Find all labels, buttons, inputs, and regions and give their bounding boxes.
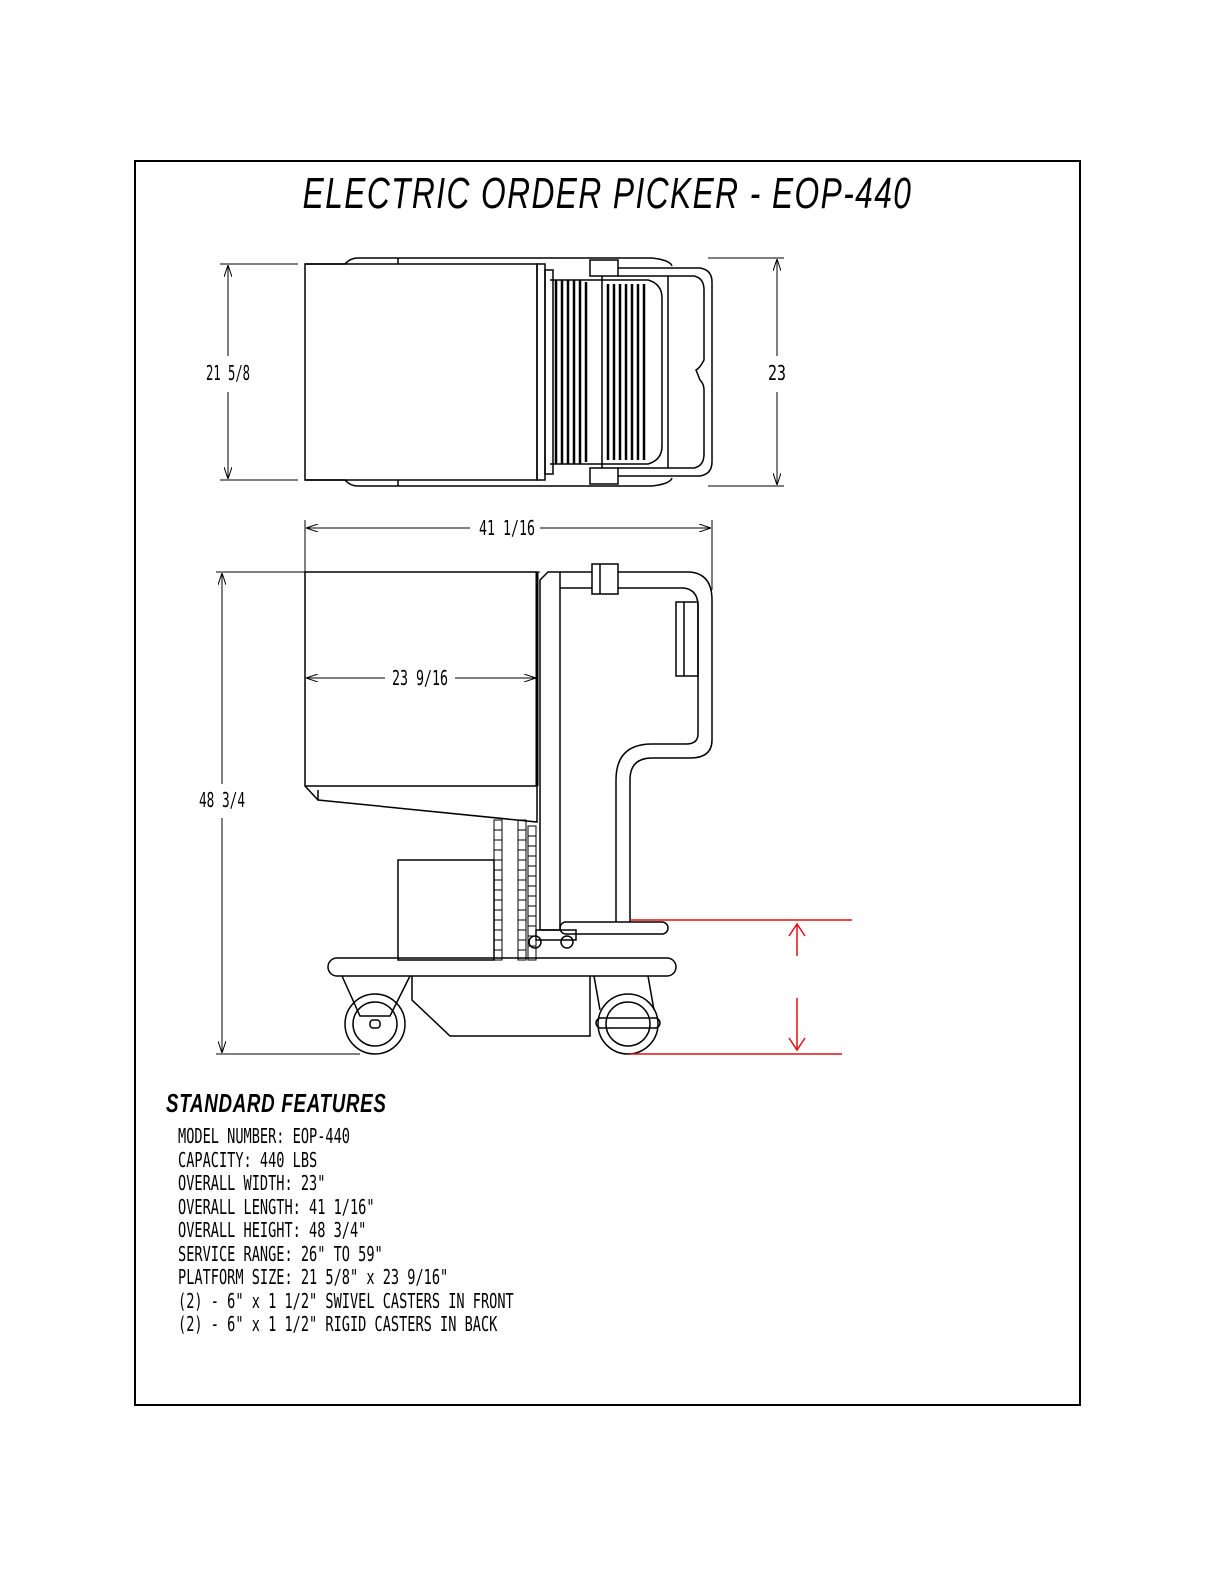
- top-view: [305, 258, 712, 486]
- side-bracket: [536, 930, 576, 940]
- side-view: [305, 564, 712, 1054]
- top-mast-clamp-top: [590, 260, 618, 276]
- side-drive-unit: [412, 976, 590, 1036]
- side-control-box: [676, 602, 698, 676]
- side-battery-box: [398, 860, 494, 960]
- side-view-dimensions: [216, 520, 712, 1054]
- dim-overall-height: 48 3/4: [199, 788, 245, 812]
- feature-item: PLATFORM SIZE: 21 5/8" x 23 9/16": [178, 1265, 449, 1289]
- feature-item: (2) - 6" x 1 1/2" RIGID CASTERS IN BACK: [178, 1312, 498, 1336]
- feature-item: SERVICE RANGE: 26" TO 59": [178, 1241, 383, 1266]
- feature-item: OVERALL WIDTH: 23": [178, 1171, 326, 1195]
- side-pivot-2: [561, 936, 573, 948]
- dim-platform-length: 23 9/16: [392, 666, 448, 690]
- dim-top-width-right: 23: [768, 361, 786, 385]
- feature-item: OVERALL LENGTH: 41 1/16": [178, 1194, 375, 1219]
- drawing-title: ELECTRIC ORDER PICKER - EOP-440: [302, 169, 913, 218]
- dim-top-width-left: 21 5/8: [206, 361, 250, 385]
- feature-item: (2) - 6" x 1 1/2" SWIVEL CASTERS IN FRONT: [178, 1288, 514, 1313]
- side-rear-caster-fork: [342, 976, 410, 1016]
- top-base-bottom-edge: [305, 478, 672, 486]
- side-mast: [540, 572, 560, 930]
- side-handle-clamp: [592, 564, 618, 594]
- standard-features-heading: STANDARD FEATURES: [166, 1088, 387, 1118]
- top-column-stripes: [556, 280, 644, 464]
- top-platform: [305, 264, 537, 480]
- dim-overall-length: 41 1/16: [479, 516, 535, 540]
- top-mast-left: [537, 264, 545, 480]
- standard-features: [166, 1088, 672, 1337]
- side-front-wheel: [598, 994, 658, 1054]
- feature-item: CAPACITY: 440 LBS: [178, 1147, 318, 1172]
- feature-item: OVERALL HEIGHT: 48 3/4": [178, 1218, 367, 1242]
- side-rear-wheel: [345, 994, 405, 1054]
- side-base: [328, 958, 676, 976]
- feature-item: MODEL NUMBER: EOP-440: [178, 1124, 350, 1148]
- side-handle-inner: [560, 588, 698, 922]
- red-service-range-markup: [630, 920, 852, 1054]
- side-platform-wedge: [305, 786, 537, 822]
- top-base-top-edge: [305, 258, 672, 266]
- top-mast-clamp-bottom: [590, 468, 618, 484]
- features-list: [166, 1125, 672, 1337]
